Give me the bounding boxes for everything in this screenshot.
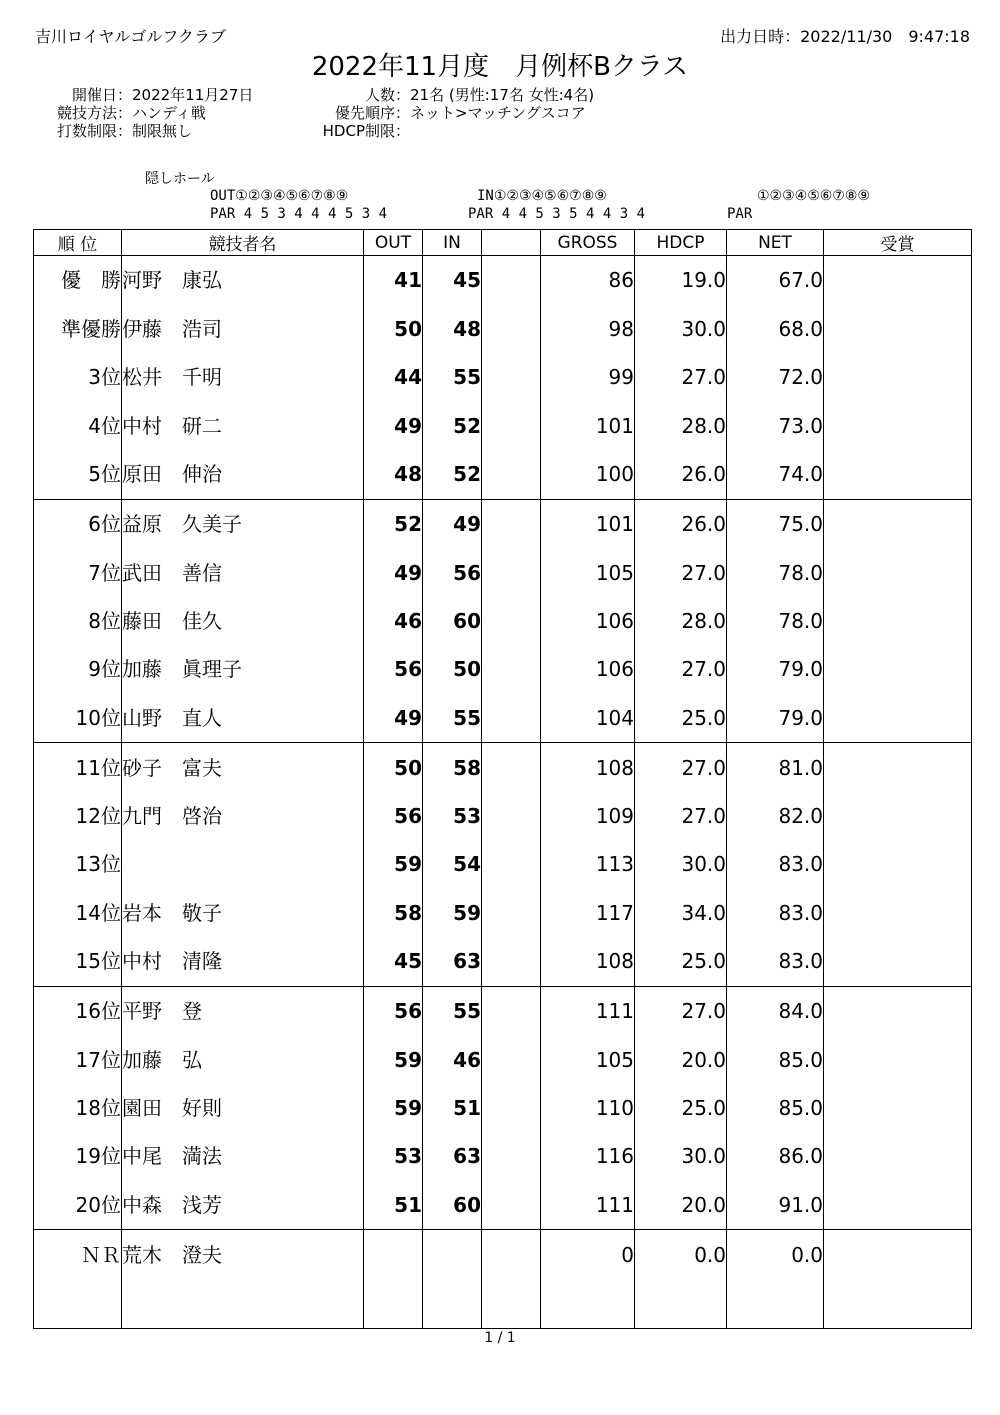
cell-hdcp: 27.0 <box>635 743 727 792</box>
hidden-holes-out-par: PAR 4 5 3 4 4 4 5 3 4 <box>210 206 388 222</box>
cell-rank: ＮＲ <box>34 1230 122 1279</box>
info-right <box>300 86 594 140</box>
date-value: 2022年11月27日 <box>132 86 254 104</box>
cell-net: 81.0 <box>727 743 824 792</box>
cell-net: 72.0 <box>727 353 824 401</box>
table-filler-row <box>34 1279 972 1328</box>
cell-hdcp: 30.0 <box>635 840 727 888</box>
cell-out: 52 <box>364 499 423 548</box>
table-row <box>34 1084 972 1132</box>
cell-name: 荒木 澄夫 <box>122 1230 364 1279</box>
cell-net: 79.0 <box>727 645 824 693</box>
cell-rank: 15位 <box>34 937 122 986</box>
cell-name: 中尾 満法 <box>122 1132 364 1180</box>
cell-hdcp: 26.0 <box>635 450 727 499</box>
sep: ： <box>117 104 133 122</box>
table-row <box>34 597 972 645</box>
cell-out: 56 <box>364 986 423 1035</box>
cell-award <box>824 450 972 499</box>
cell-out: 58 <box>364 889 423 937</box>
cell-out: 56 <box>364 792 423 840</box>
cell-blank <box>482 450 541 499</box>
cell-in: 58 <box>423 743 482 792</box>
table-row <box>34 840 972 888</box>
cell-rank: 準優勝 <box>34 305 122 353</box>
cell-gross: 109 <box>541 792 635 840</box>
cell-name: 加藤 眞理子 <box>122 645 364 693</box>
cell-rank: 6位 <box>34 499 122 548</box>
cell-award <box>824 256 972 305</box>
cell-net: 0.0 <box>727 1230 824 1279</box>
cell-award <box>824 986 972 1035</box>
cell-out: 46 <box>364 597 423 645</box>
cell-hdcp: 27.0 <box>635 353 727 401</box>
hidden-holes-third-par: PAR <box>727 206 753 222</box>
cell-name: 九門 啓治 <box>122 792 364 840</box>
empty-cell <box>824 1279 972 1328</box>
cell-blank <box>482 305 541 353</box>
cell-award <box>824 937 972 986</box>
cell-rank: 3位 <box>34 353 122 401</box>
table-row <box>34 937 972 986</box>
cell-gross: 108 <box>541 743 635 792</box>
table-row <box>34 645 972 693</box>
cell-name: 砂子 富夫 <box>122 743 364 792</box>
cell-blank <box>482 401 541 449</box>
cell-blank <box>482 1132 541 1180</box>
hidden-holes-label: 隠しホール <box>145 171 215 187</box>
cell-blank <box>482 889 541 937</box>
cell-in <box>423 1230 482 1279</box>
cell-out: 48 <box>364 450 423 499</box>
col-hdcp: HDCP <box>635 230 727 256</box>
cell-name: 中森 浅芳 <box>122 1180 364 1229</box>
hidden-holes-out: OUT①②③④⑤⑥⑦⑧⑨ <box>210 188 349 204</box>
cell-gross: 106 <box>541 597 635 645</box>
cell-gross: 105 <box>541 548 635 596</box>
cell-blank <box>482 1084 541 1132</box>
cell-out <box>364 1230 423 1279</box>
cell-blank <box>482 840 541 888</box>
table-row <box>34 792 972 840</box>
cell-gross: 101 <box>541 499 635 548</box>
cell-award <box>824 1230 972 1279</box>
table-row <box>34 1132 972 1180</box>
col-net: NET <box>727 230 824 256</box>
cell-award <box>824 889 972 937</box>
cell-award <box>824 1035 972 1083</box>
empty-cell <box>635 1279 727 1328</box>
info-left <box>50 86 253 140</box>
empty-cell <box>122 1279 364 1328</box>
cell-rank: 9位 <box>34 645 122 693</box>
cell-gross: 105 <box>541 1035 635 1083</box>
hidden-holes-in-par: PAR 4 4 5 3 5 4 4 3 4 <box>468 206 646 222</box>
cell-rank: 10位 <box>34 693 122 742</box>
results-table <box>33 229 972 1329</box>
table-header-row <box>34 230 972 256</box>
cell-hdcp: 20.0 <box>635 1035 727 1083</box>
col-award: 受賞 <box>824 230 972 256</box>
cell-net: 83.0 <box>727 840 824 888</box>
limit-value: 制限無し <box>132 122 193 140</box>
club-name: 吉川ロイヤルゴルフクラブ <box>35 27 226 46</box>
cell-award <box>824 645 972 693</box>
cell-rank: 16位 <box>34 986 122 1035</box>
cell-award <box>824 353 972 401</box>
cell-net: 74.0 <box>727 450 824 499</box>
hidden-holes-in: IN①②③④⑤⑥⑦⑧⑨ <box>477 188 607 204</box>
cell-award <box>824 499 972 548</box>
cell-net: 84.0 <box>727 986 824 1035</box>
cell-gross: 117 <box>541 889 635 937</box>
cell-rank: 14位 <box>34 889 122 937</box>
cell-out: 51 <box>364 1180 423 1229</box>
empty-cell <box>727 1279 824 1328</box>
hdcp-limit-label: HDCP制限 <box>322 122 395 140</box>
cell-blank <box>482 986 541 1035</box>
cell-blank <box>482 792 541 840</box>
sep: ： <box>117 86 133 104</box>
sep: ： <box>395 86 411 104</box>
cell-net: 85.0 <box>727 1035 824 1083</box>
cell-gross: 111 <box>541 1180 635 1229</box>
cell-net: 67.0 <box>727 256 824 305</box>
count-value: 21名 (男性:17名 女性:4名) <box>410 86 595 104</box>
cell-hdcp: 27.0 <box>635 645 727 693</box>
cell-award <box>824 1180 972 1229</box>
cell-net: 75.0 <box>727 499 824 548</box>
cell-blank <box>482 597 541 645</box>
cell-rank: 13位 <box>34 840 122 888</box>
cell-name: 加藤 弘 <box>122 1035 364 1083</box>
table-row <box>34 548 972 596</box>
col-out: OUT <box>364 230 423 256</box>
cell-name: 益原 久美子 <box>122 499 364 548</box>
cell-out: 59 <box>364 1035 423 1083</box>
table-row <box>34 889 972 937</box>
cell-rank: 11位 <box>34 743 122 792</box>
cell-award <box>824 401 972 449</box>
cell-rank: 12位 <box>34 792 122 840</box>
cell-gross: 108 <box>541 937 635 986</box>
table-row <box>34 401 972 449</box>
cell-award <box>824 305 972 353</box>
cell-in: 52 <box>423 450 482 499</box>
cell-in: 45 <box>423 256 482 305</box>
cell-award <box>824 597 972 645</box>
cell-in: 52 <box>423 401 482 449</box>
priority-label: 優先順序 <box>334 104 395 122</box>
cell-in: 59 <box>423 889 482 937</box>
sep: ： <box>395 104 411 122</box>
table-row <box>34 256 972 305</box>
cell-hdcp: 25.0 <box>635 1084 727 1132</box>
count-label: 人数 <box>364 86 395 104</box>
cell-name: 藤田 佳久 <box>122 597 364 645</box>
table-row <box>34 1180 972 1229</box>
cell-blank <box>482 548 541 596</box>
cell-gross: 104 <box>541 693 635 742</box>
empty-cell <box>34 1279 122 1328</box>
cell-in: 63 <box>423 937 482 986</box>
cell-name: 中村 清隆 <box>122 937 364 986</box>
hidden-holes-third: ①②③④⑤⑥⑦⑧⑨ <box>757 188 870 204</box>
table-row <box>34 743 972 792</box>
cell-net: 78.0 <box>727 548 824 596</box>
col-blank <box>482 230 541 256</box>
cell-hdcp: 27.0 <box>635 548 727 596</box>
cell-in: 56 <box>423 548 482 596</box>
cell-in: 63 <box>423 1132 482 1180</box>
cell-gross: 113 <box>541 840 635 888</box>
cell-rank: 7位 <box>34 548 122 596</box>
cell-net: 78.0 <box>727 597 824 645</box>
cell-gross: 0 <box>541 1230 635 1279</box>
cell-out: 50 <box>364 743 423 792</box>
cell-blank <box>482 353 541 401</box>
cell-in: 55 <box>423 986 482 1035</box>
cell-rank: 20位 <box>34 1180 122 1229</box>
cell-name <box>122 840 364 888</box>
cell-gross: 99 <box>541 353 635 401</box>
date-label: 開催日 <box>71 86 117 104</box>
cell-gross: 111 <box>541 986 635 1035</box>
cell-name: 武田 善信 <box>122 548 364 596</box>
page-number: 1 / 1 <box>484 1330 516 1346</box>
cell-net: 86.0 <box>727 1132 824 1180</box>
cell-gross: 101 <box>541 401 635 449</box>
cell-name: 松井 千明 <box>122 353 364 401</box>
cell-gross: 116 <box>541 1132 635 1180</box>
cell-blank <box>482 499 541 548</box>
cell-in: 55 <box>423 693 482 742</box>
cell-in: 50 <box>423 645 482 693</box>
cell-rank: 優 勝 <box>34 256 122 305</box>
printed-timestamp: 出力日時：2022/11/30 9:47:18 <box>720 27 970 46</box>
cell-in: 53 <box>423 792 482 840</box>
cell-in: 49 <box>423 499 482 548</box>
cell-out: 59 <box>364 1084 423 1132</box>
cell-net: 83.0 <box>727 937 824 986</box>
cell-hdcp: 19.0 <box>635 256 727 305</box>
cell-blank <box>482 256 541 305</box>
cell-name: 岩本 敬子 <box>122 889 364 937</box>
cell-award <box>824 840 972 888</box>
table-row <box>34 499 972 548</box>
sep: ： <box>395 122 411 140</box>
table-row <box>34 450 972 499</box>
cell-hdcp: 0.0 <box>635 1230 727 1279</box>
cell-rank: 17位 <box>34 1035 122 1083</box>
col-in: IN <box>423 230 482 256</box>
empty-cell <box>364 1279 423 1328</box>
cell-name: 河野 康弘 <box>122 256 364 305</box>
cell-in: 60 <box>423 597 482 645</box>
cell-out: 59 <box>364 840 423 888</box>
cell-in: 60 <box>423 1180 482 1229</box>
cell-rank: 19位 <box>34 1132 122 1180</box>
cell-out: 44 <box>364 353 423 401</box>
cell-award <box>824 1084 972 1132</box>
cell-blank <box>482 1230 541 1279</box>
cell-award <box>824 743 972 792</box>
cell-out: 56 <box>364 645 423 693</box>
table-row <box>34 353 972 401</box>
cell-out: 50 <box>364 305 423 353</box>
cell-in: 54 <box>423 840 482 888</box>
col-rank: 順 位 <box>34 230 122 256</box>
cell-blank <box>482 1035 541 1083</box>
cell-hdcp: 27.0 <box>635 792 727 840</box>
cell-net: 79.0 <box>727 693 824 742</box>
sep: ： <box>117 122 133 140</box>
cell-hdcp: 30.0 <box>635 1132 727 1180</box>
cell-hdcp: 28.0 <box>635 401 727 449</box>
empty-cell <box>423 1279 482 1328</box>
cell-award <box>824 548 972 596</box>
cell-in: 46 <box>423 1035 482 1083</box>
cell-in: 51 <box>423 1084 482 1132</box>
cell-award <box>824 693 972 742</box>
cell-out: 49 <box>364 401 423 449</box>
table-row <box>34 1230 972 1279</box>
cell-out: 53 <box>364 1132 423 1180</box>
table-row <box>34 693 972 742</box>
cell-rank: 18位 <box>34 1084 122 1132</box>
cell-blank <box>482 645 541 693</box>
cell-gross: 98 <box>541 305 635 353</box>
cell-name: 伊藤 浩司 <box>122 305 364 353</box>
cell-award <box>824 1132 972 1180</box>
cell-hdcp: 25.0 <box>635 693 727 742</box>
cell-name: 山野 直人 <box>122 693 364 742</box>
cell-net: 68.0 <box>727 305 824 353</box>
cell-name: 中村 研二 <box>122 401 364 449</box>
table-row <box>34 305 972 353</box>
cell-name: 園田 好則 <box>122 1084 364 1132</box>
cell-in: 55 <box>423 353 482 401</box>
cell-net: 91.0 <box>727 1180 824 1229</box>
cell-blank <box>482 1180 541 1229</box>
cell-in: 48 <box>423 305 482 353</box>
cell-name: 原田 伸治 <box>122 450 364 499</box>
cell-out: 49 <box>364 548 423 596</box>
cell-hdcp: 20.0 <box>635 1180 727 1229</box>
cell-hdcp: 34.0 <box>635 889 727 937</box>
col-name: 競技者名 <box>122 230 364 256</box>
cell-rank: 4位 <box>34 401 122 449</box>
cell-gross: 106 <box>541 645 635 693</box>
empty-cell <box>541 1279 635 1328</box>
cell-gross: 110 <box>541 1084 635 1132</box>
cell-rank: 5位 <box>34 450 122 499</box>
table-row <box>34 1035 972 1083</box>
cell-rank: 8位 <box>34 597 122 645</box>
cell-gross: 100 <box>541 450 635 499</box>
method-label: 競技方法 <box>56 104 117 122</box>
cell-hdcp: 26.0 <box>635 499 727 548</box>
cell-hdcp: 30.0 <box>635 305 727 353</box>
cell-net: 73.0 <box>727 401 824 449</box>
limit-label: 打数制限 <box>56 122 117 140</box>
cell-net: 85.0 <box>727 1084 824 1132</box>
cell-net: 82.0 <box>727 792 824 840</box>
priority-value: ネット>マッチングスコア <box>410 104 586 122</box>
cell-award <box>824 792 972 840</box>
cell-hdcp: 25.0 <box>635 937 727 986</box>
empty-cell <box>482 1279 541 1328</box>
page-title: 2022年11月度 月例杯Bクラス <box>311 52 689 82</box>
cell-blank <box>482 937 541 986</box>
cell-out: 49 <box>364 693 423 742</box>
cell-name: 平野 登 <box>122 986 364 1035</box>
cell-out: 45 <box>364 937 423 986</box>
cell-blank <box>482 743 541 792</box>
col-gross: GROSS <box>541 230 635 256</box>
table-row <box>34 986 972 1035</box>
cell-hdcp: 28.0 <box>635 597 727 645</box>
cell-blank <box>482 693 541 742</box>
cell-hdcp: 27.0 <box>635 986 727 1035</box>
cell-net: 83.0 <box>727 889 824 937</box>
cell-out: 41 <box>364 256 423 305</box>
method-value: ハンディ戦 <box>132 104 206 122</box>
cell-gross: 86 <box>541 256 635 305</box>
